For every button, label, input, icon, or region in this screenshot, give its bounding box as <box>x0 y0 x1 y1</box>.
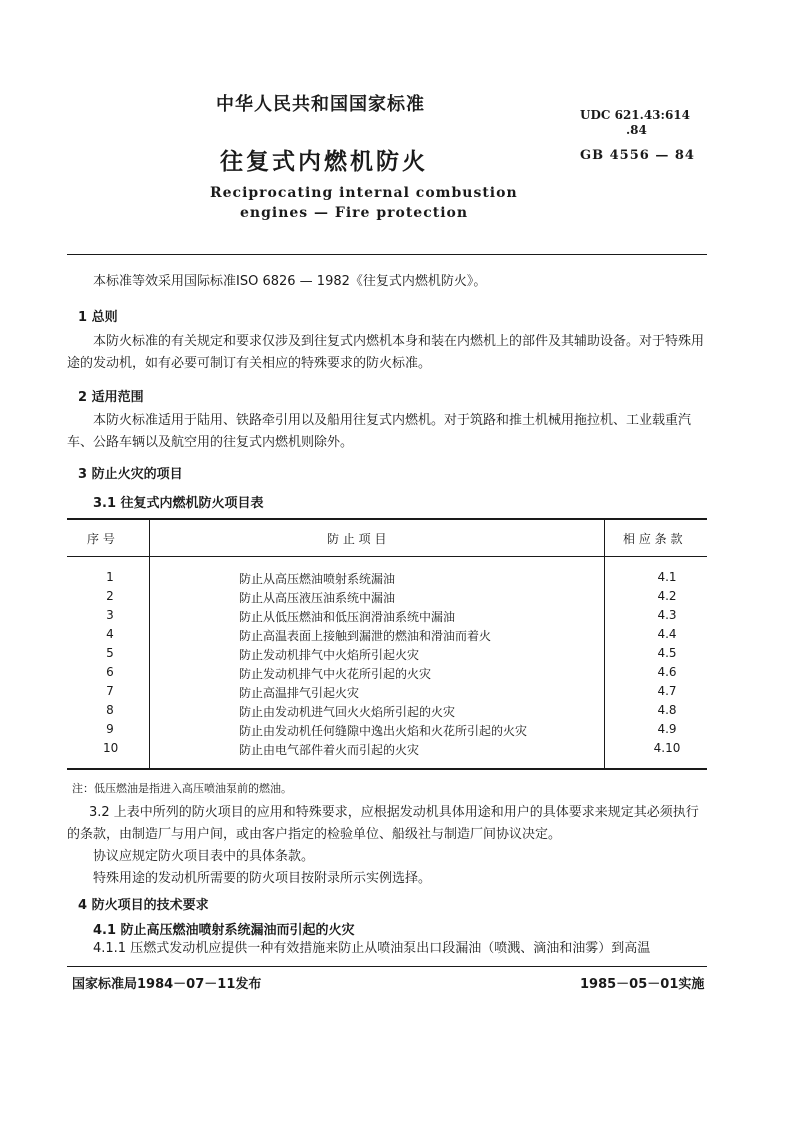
udc-code: UDC 621.43:614 <box>580 108 691 122</box>
table-row <box>67 627 707 645</box>
document-title-en-line2: engines — Fire protection <box>240 205 469 221</box>
row-number: 5 <box>106 646 114 660</box>
row-item: 防止发动机排气中火花所引起的火灾 <box>239 667 432 681</box>
row-item: 防止发动机排气中火焰所引起火灾 <box>239 648 420 662</box>
section-4-1-1-paragraph: 4.1.1 压燃式发动机应提供一种有效措施来防止从喷油泵出口段漏油（喷溅、滴油和油雾）到高温 <box>93 941 651 956</box>
table-row <box>67 665 707 683</box>
section-3-2-paragraph: 3.2 上表中所列的防火项目的应用和特殊要求，应根据发动机具体用途和用户的具体要求来规定其必须执行的条款，由制造厂与用户间，或由客户指定的检验单位、船级社与制造厂间协议决定。 <box>67 805 699 842</box>
row-clause: 4.2 <box>657 589 677 603</box>
table-row <box>67 684 707 702</box>
row-number: 2 <box>106 589 114 603</box>
section-4-1-heading: 4.1 防止高压燃油喷射系统漏油而引起的火灾 <box>93 923 355 938</box>
table-header-row <box>67 530 707 548</box>
table-row <box>67 646 707 664</box>
row-number: 9 <box>106 722 114 736</box>
table-header-item: 防 止 项 目 <box>327 532 387 546</box>
row-item: 防止高温排气引起火灾 <box>239 686 360 700</box>
section-3-2-special-use: 特殊用途的发动机所需要的防火项目按附录所示实例选择。 <box>93 871 432 886</box>
row-clause: 4.10 <box>653 741 681 755</box>
issue-date: 国家标准局1984－07－11发布 <box>72 977 262 992</box>
table-header-rule <box>67 556 707 557</box>
section-3-2-agreement: 协议应规定防火项目表中的具体条款。 <box>93 849 315 864</box>
row-number: 4 <box>106 627 114 641</box>
table-header-no: 序 号 <box>87 532 115 546</box>
section-1-heading: 1 总则 <box>78 310 118 325</box>
table-note: 注：低压燃油是指进入高压喷油泵前的燃油。 <box>72 782 292 795</box>
section-2-body: 本防火标准适用于陆用、铁路牵引用以及船用往复式内燃机。对于筑路和推土机械用拖拉机、工业载重汽车、公路车辆以及航空用的往复式内燃机则除外。 <box>67 413 692 450</box>
effective-date: 1985－05－01实施 <box>580 977 705 992</box>
row-item: 防止由电气部件着火而引起的火灾 <box>239 743 420 757</box>
row-item: 防止高温表面上接触到漏泄的燃油和滑油而着火 <box>239 629 492 643</box>
national-standard-label: 中华人民共和国国家标准 <box>216 94 425 115</box>
footer-divider <box>67 966 707 967</box>
row-clause: 4.6 <box>657 665 677 679</box>
row-number: 8 <box>106 703 114 717</box>
row-clause: 4.5 <box>657 646 677 660</box>
row-item: 防止从高压液压油系统中漏油 <box>239 591 396 605</box>
section-4-heading: 4 防火项目的技术要求 <box>78 898 209 913</box>
table-top-rule <box>67 518 707 520</box>
table-row <box>67 570 707 588</box>
table-row <box>67 741 707 759</box>
table-bottom-rule <box>67 768 707 770</box>
row-item: 防止由发动机进气回火火焰所引起的火灾 <box>239 705 456 719</box>
gb-code: GB 4556 — 84 <box>580 148 695 163</box>
section-3-heading: 3 防止火灾的项目 <box>78 467 183 482</box>
table-row <box>67 589 707 607</box>
row-item: 防止由发动机任何缝隙中逸出火焰和火花所引起的火灾 <box>239 724 528 738</box>
row-item: 防止从高压燃油喷射系统漏油 <box>239 572 396 586</box>
section-2-heading: 2 适用范围 <box>78 390 144 405</box>
row-item: 防止从低压燃油和低压润滑油系统中漏油 <box>239 610 456 624</box>
row-number: 1 <box>106 570 114 584</box>
section-3-1-heading: 3.1 往复式内燃机防火项目表 <box>93 496 264 511</box>
row-number: 7 <box>106 684 114 698</box>
intro-paragraph: 本标准等效采用国际标准ISO 6826 — 1982《往复式内燃机防火》。 <box>93 274 487 289</box>
table-row <box>67 703 707 721</box>
row-clause: 4.8 <box>657 703 677 717</box>
section-1-body: 本防火标准的有关规定和要求仅涉及到往复式内燃机本身和装在内燃机上的部件及其辅助设备。对于特殊用途的发动机，如有必要可制订有关相应的特殊要求的防火标准。 <box>67 334 705 371</box>
document-title-en-line1: Reciprocating internal combustion <box>210 185 518 201</box>
row-clause: 4.7 <box>657 684 677 698</box>
row-clause: 4.9 <box>657 722 677 736</box>
udc-code-continuation: .84 <box>626 123 647 137</box>
row-clause: 4.4 <box>657 627 677 641</box>
row-clause: 4.3 <box>657 608 677 622</box>
row-clause: 4.1 <box>657 570 677 584</box>
table-row <box>67 722 707 740</box>
row-number: 6 <box>106 665 114 679</box>
table-header-clause: 相 应 条 款 <box>623 532 683 546</box>
document-title-cn: 往复式内燃机防火 <box>220 149 428 175</box>
header-divider <box>67 254 707 255</box>
table-row <box>67 608 707 626</box>
row-number: 3 <box>106 608 114 622</box>
row-number: 10 <box>103 741 119 755</box>
